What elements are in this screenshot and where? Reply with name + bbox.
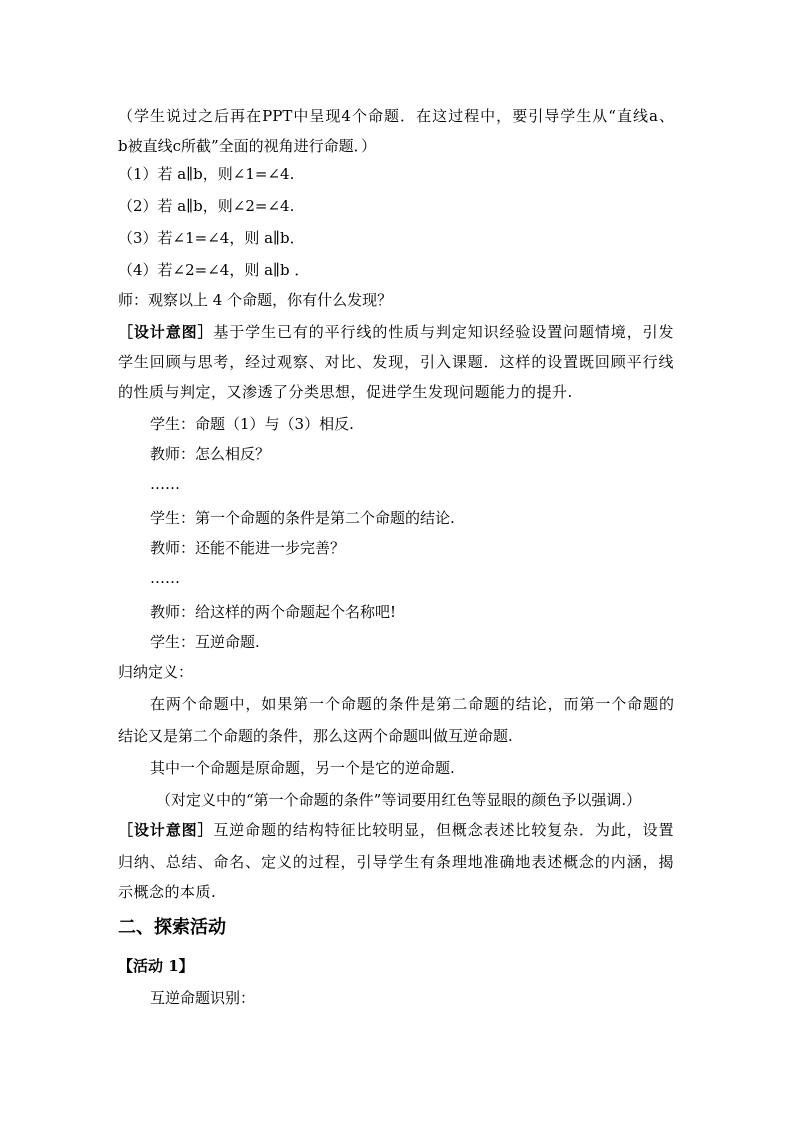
design-intent-1-line-2: 学生回顾与思考，经过观察、对比、发现，引入课题．这样的设置既回顾平行线: [118, 353, 674, 371]
design-intent-text: 基于学生已有的平行线的性质与判定知识经验设置问题情境，引发: [213, 323, 674, 341]
proposition-3: （3）若∠1=∠4，则 a∥b．: [118, 229, 305, 247]
section-heading: 二、探索活动: [118, 917, 226, 938]
proposition-2: （2）若 a∥b，则∠2=∠4.: [118, 197, 295, 215]
proposition-1: （1）若 a∥b，则∠1=∠4.: [118, 165, 295, 183]
activity-label: 【活动 1】: [118, 957, 194, 975]
design-intent-2-line-1: [118, 820, 674, 840]
dialogue-line-1: 学生：命题（1）与（3）相反.: [150, 415, 354, 433]
design-intent-2-line-3: 示概念的本质.: [118, 883, 217, 901]
design-intent-label: ［设计意图］: [118, 821, 214, 839]
design-intent-1-line-3: 的性质与判定，又渗透了分类思想，促进学生发现问题能力的提升.: [118, 383, 573, 401]
dialogue-line-6: 学生：互逆命题.: [150, 633, 260, 651]
design-intent-text: 互逆命题的结构特征比较明显，但概念表述比较复杂．为此，设置: [213, 821, 674, 839]
definition-line-2: 结论又是第二个命题的条件，那么这两个命题叫做互逆命题.: [118, 727, 513, 745]
definition-line-1: 在两个命题中，如果第一个命题的条件是第二命题的结论，而第一个命题的: [150, 695, 674, 713]
definition-heading: 归纳定义：: [118, 663, 194, 681]
design-intent-1-line-1: [118, 322, 674, 342]
intro-line-1: （学生说过之后再在PPT中呈现4个命题．在这过程中，要引导学生从“直线a、: [118, 107, 674, 125]
teacher-question: 师：观察以上 4 个命题，你有什么发现？: [118, 291, 393, 309]
dialogue-ellipsis-2: ……: [150, 569, 180, 587]
dialogue-ellipsis-1: ……: [150, 475, 180, 493]
dialogue-line-4: 教师：还能不能进一步完善？: [150, 539, 346, 557]
dialogue-line-3: 学生：第一个命题的条件是第二个命题的结论.: [150, 509, 455, 527]
proposition-4: （4）若∠2=∠4，则 a∥b ．: [118, 261, 310, 279]
activity-text: 互逆命题识别：: [150, 989, 256, 1007]
definition-note: （对定义中的“第一个命题的条件”等词要用红色等显眼的颜色予以强调.）: [156, 791, 642, 809]
definition-line-3: 其中一个命题是原命题，另一个是它的逆命题.: [150, 759, 455, 777]
dialogue-line-5: 教师：给这样的两个命题起个名称吧!: [150, 603, 397, 621]
design-intent-2-line-2: 归纳、总结、命名、定义的过程，引导学生有条理地准确地表述概念的内涵，揭: [118, 853, 674, 871]
design-intent-label: ［设计意图］: [118, 323, 214, 341]
dialogue-line-2: 教师：怎么相反？: [150, 445, 271, 463]
intro-line-2: b被直线c所截”全面的视角进行命题．）: [118, 137, 377, 155]
